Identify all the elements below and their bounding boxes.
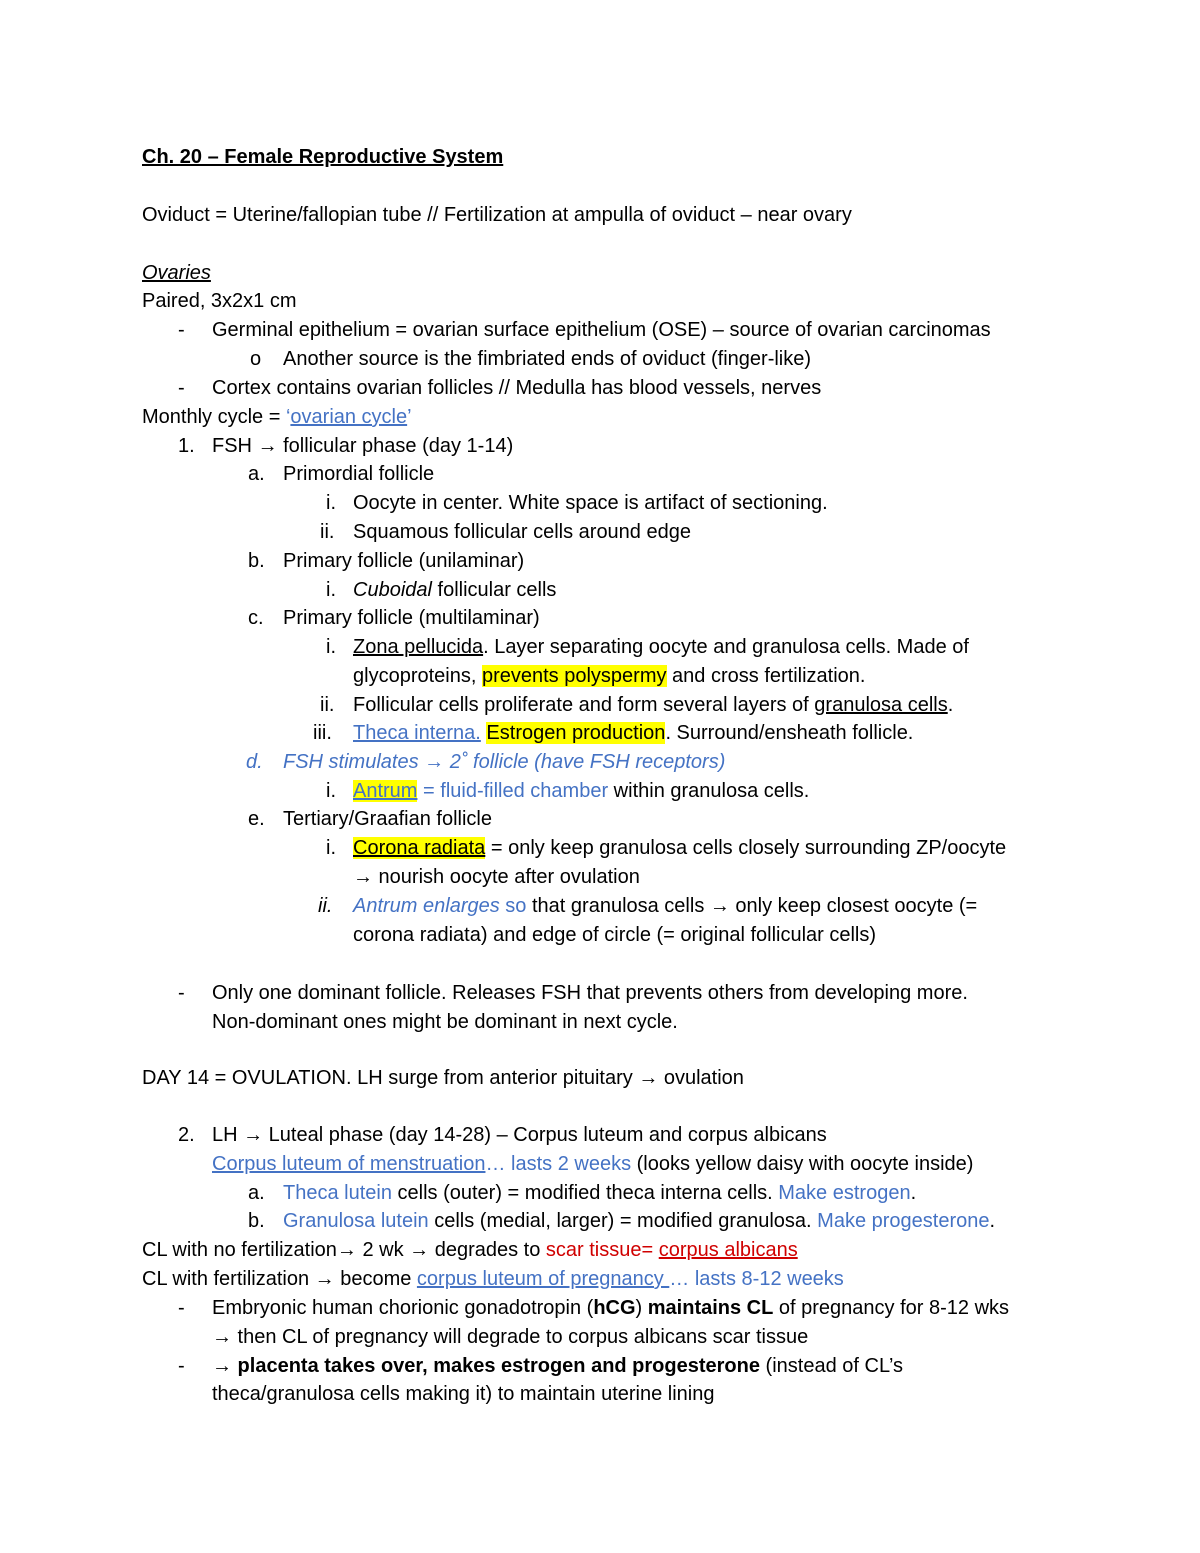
bullet-dash: - — [178, 982, 185, 1004]
hcg-continued: → then CL of pregnancy will degrade to corpus albicans scar tissue — [212, 1326, 809, 1348]
ovarian-cycle-term: ovarian cycle — [290, 406, 408, 428]
list-number-2: 2. — [178, 1124, 195, 1146]
arrow-right-icon: → — [257, 435, 278, 457]
theca-lutein-line: Theca lutein cells (outer) = modified theca interna cells. Make estrogen. — [283, 1182, 917, 1204]
antrum-term: Antrum — [353, 780, 418, 802]
list-letter-e: e. — [248, 808, 265, 830]
antrum-enlarges-line: Antrum enlarges so that granulosa cells → only keep closest oocyte (= — [353, 895, 978, 917]
corona-radiata-line: Corona radiata = only keep granulosa cells closely surrounding ZP/oocyte — [353, 837, 1007, 859]
corona-radiata-continued: → nourish oocyte after ovulation — [353, 866, 640, 888]
ovaries-sub-fimbriated: Another source is the fimbriated ends of oviduct (finger-like) — [283, 348, 812, 370]
dominant-follicle-line: Only one dominant follicle. Releases FSH that prevents others from developing more. — [212, 982, 968, 1004]
list-letter-c: c. — [248, 607, 264, 629]
corpus-albicans-term: corpus albicans — [658, 1239, 798, 1261]
zona-pellucida-term: Zona pellucida — [353, 636, 484, 658]
list-number-1: 1. — [178, 435, 195, 457]
theca-interna-line: Theca interna. Estrogen production. Surround/ensheath follicle. — [353, 722, 914, 744]
primordial-squamous-cells: Squamous follicular cells around edge — [353, 521, 691, 543]
bullet-dash: - — [178, 319, 185, 341]
ovaries-bullet-cortex: Cortex contains ovarian follicles // Medulla has blood vessels, nerves — [212, 377, 822, 399]
cl-fertilization-line: CL with fertilization → become corpus luteum of pregnancy … lasts 8-12 weeks — [142, 1268, 844, 1290]
granulosa-lutein-line: Granulosa lutein cells (medial, larger) = modified granulosa. Make progesterone. — [283, 1210, 996, 1232]
theca-interna-term: Theca interna. — [353, 722, 481, 744]
tertiary-graafian-follicle: Tertiary/Graafian follicle — [283, 808, 492, 830]
arrow-right-icon: → — [212, 1326, 232, 1348]
ovaries-bullet-germinal: Germinal epithelium = ovarian surface epithelium (OSE) – source of ovarian carcinomas — [212, 319, 991, 341]
granulosa-cells-line: Follicular cells proliferate and form several layers of granulosa cells. — [353, 694, 954, 716]
list-roman-ii: ii. — [320, 521, 335, 543]
list-roman-ii: ii. — [320, 694, 335, 716]
arrow-right-icon: → — [409, 1239, 430, 1261]
arrow-right-icon: → — [424, 751, 445, 773]
arrow-right-icon: → — [314, 1268, 335, 1290]
corpus-luteum-menstruation-line: Corpus luteum of menstruation… lasts 2 weeks (looks yellow daisy with oocyte inside) — [212, 1153, 974, 1175]
primordial-follicle: Primordial follicle — [283, 463, 435, 485]
fsh-follicular-phase: FSH → follicular phase (day 1-14) — [212, 435, 514, 457]
list-roman-i: i. — [326, 780, 336, 802]
list-letter-d: d. — [246, 751, 263, 773]
bullet-circle: o — [250, 348, 262, 370]
arrow-right-icon: → — [243, 1124, 264, 1146]
oviduct-line: Oviduct = Uterine/fallopian tube // Fertilization at ampulla of oviduct – near ovary — [142, 204, 852, 226]
list-roman-i: i. — [326, 636, 336, 658]
ovaries-size: Paired, 3x2x1 cm — [142, 290, 297, 312]
cl-no-fertilization-line: CL with no fertilization→ 2 wk → degrades to scar tissue= corpus albicans — [142, 1239, 798, 1261]
primordial-oocyte-center: Oocyte in center. White space is artifact of sectioning. — [353, 492, 828, 514]
bullet-dash: - — [178, 1355, 185, 1377]
corpus-luteum-pregnancy-term: corpus luteum of pregnancy — [416, 1268, 670, 1290]
fsh-stimulates-line: FSH stimulates → 2˚ follicle (have FSH receptors) — [283, 751, 726, 773]
primary-follicle-unilaminar: Primary follicle (unilaminar) — [283, 550, 525, 572]
ovaries-heading: Ovaries — [142, 262, 211, 284]
antrum-line: Antrum = fluid-filled chamber within granulosa cells. — [353, 780, 810, 802]
monthly-cycle-line: Monthly cycle = ‘ovarian cycle’ — [142, 406, 412, 428]
list-roman-i: i. — [326, 837, 336, 859]
bullet-dash: - — [178, 1297, 185, 1319]
highlight-estrogen-production: Estrogen production — [486, 722, 666, 744]
zona-pellucida-line: Zona pellucida. Layer separating oocyte and granulosa cells. Made of — [353, 636, 969, 658]
list-roman-i: i. — [326, 492, 336, 514]
list-letter-b: b. — [248, 550, 265, 572]
dominant-follicle-continued: Non-dominant ones might be dominant in next cycle. — [212, 1011, 678, 1033]
highlight-polyspermy: prevents polyspermy — [481, 665, 667, 687]
list-letter-b: b. — [248, 1210, 265, 1232]
list-roman-iii: iii. — [313, 722, 332, 744]
page-title: Ch. 20 – Female Reproductive System — [142, 146, 504, 168]
lh-luteal-phase: LH → Luteal phase (day 14-28) – Corpus luteum and corpus albicans — [212, 1124, 827, 1146]
ovulation-line: DAY 14 = OVULATION. LH surge from anterior pituitary → ovulation — [142, 1067, 744, 1089]
primary-follicle-multilaminar: Primary follicle (multilaminar) — [283, 607, 540, 629]
antrum-enlarges-continued: corona radiata) and edge of circle (= original follicular cells) — [353, 924, 877, 946]
cuboidal-follicular-cells: Cuboidal follicular cells — [353, 579, 557, 601]
bullet-dash: - — [178, 377, 185, 399]
placenta-continued: theca/granulosa cells making it) to maintain uterine lining — [212, 1383, 715, 1405]
placenta-line: → placenta takes over, makes estrogen and progesterone (instead of CL’s — [212, 1355, 904, 1377]
arrow-right-icon: → — [353, 866, 373, 888]
list-roman-ii: ii. — [318, 895, 333, 917]
corpus-luteum-menstruation-term: Corpus luteum of menstruation — [212, 1153, 486, 1175]
list-letter-a: a. — [248, 463, 265, 485]
list-letter-a: a. — [248, 1182, 265, 1204]
hcg-line: Embryonic human chorionic gonadotropin (hCG) maintains CL of pregnancy for 8-12 wks — [212, 1297, 1010, 1319]
arrow-right-icon: → — [709, 895, 730, 917]
list-roman-i: i. — [326, 579, 336, 601]
arrow-right-icon: → — [638, 1067, 659, 1089]
arrow-right-icon: → — [336, 1239, 357, 1261]
corona-radiata-term: Corona radiata — [353, 837, 486, 859]
zona-pellucida-continued: glycoproteins, prevents polyspermy and cross fertilization. — [353, 665, 866, 687]
granulosa-cells-term: granulosa cells — [814, 694, 948, 716]
arrow-right-icon: → — [212, 1355, 232, 1377]
